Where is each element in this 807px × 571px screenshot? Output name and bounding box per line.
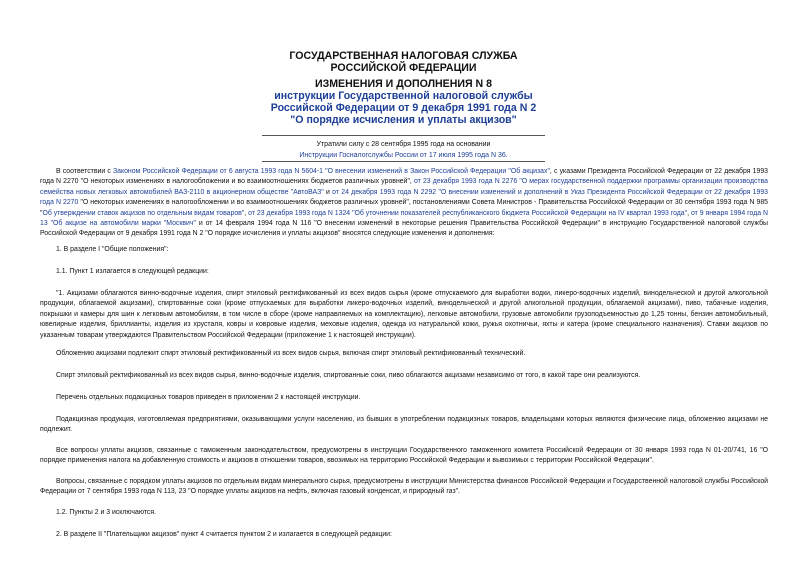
paragraph-mineral: Вопросы, связанные с порядком уплаты акцизов по отдельным видам минерального сырья, предусмотрены в инструкции Министерства финансов Российской Федерации и Государственной налоговой службы Российской Федерации от 7 сентября 1993 года N 113, 23 "О порядке уплаты акцизов на нефть, включая газовый конденсат, и природный газ". [40, 478, 769, 496]
agency-header [0, 50, 807, 74]
agency-line-1: ГОСУДАРСТВЕННАЯ НАЛОГОВАЯ СЛУЖБА [289, 50, 518, 62]
document-title [0, 78, 807, 126]
paragraph-services-exempt: Подакцизная продукция, изготовляемая предприятиями, оказывающими услуги населению, из бывших в употреблении подакцизных товаров, владельцами которых являются физические лица, обложению акцизами не подлежит. [40, 416, 768, 434]
agency-line-2: РОССИЙСКОЙ ФЕДЕРАЦИИ [330, 62, 477, 74]
divider-bottom [262, 161, 545, 162]
paragraph-goods-list: Перечень отдельных подакцизных товаров приведен в приложении 2 к настоящей инструкции. [56, 394, 361, 401]
paragraph-packaging: Спирт этиловый ректификованный из всех видов сырья, винно-водочные изделия, спиртованные соки, пиво облагаются акцизами независимо от того, в какой таре они реализуются. [56, 372, 641, 379]
link-decree-2292[interactable]: от 24 декабря 1993 года N 2292 "О внесении изменений и дополнений в Указ Президента Российской Федерации от 22 декабря 1993 года N 2270 [40, 188, 768, 207]
status-note [0, 139, 807, 161]
intro-paragraph [40, 167, 768, 240]
title-line-1: ИЗМЕНЕНИЯ И ДОПОЛНЕНИЯ N 8 [314, 78, 493, 90]
intro-text-5: , [244, 209, 249, 217]
title-line-2[interactable]: инструкции Государственной налоговой службы [274, 90, 533, 102]
section-1-heading: 1. В разделе I "Общие положения": [56, 246, 169, 253]
paragraph-alcohol-tax: Обложению акцизами подлежит спирт этиловый ректификованный из всех видов сырья, включая спирт этиловый ректификованный технический. [56, 350, 526, 357]
intro-text-4: "О некоторых изменениях в налогообложении и во взаимоотношениях бюджетов различных уровней", постановлениями Совета Министров - Правительства Российской Федерации от 30 сентября 1993 года N 985 " [40, 199, 768, 217]
section-2-heading: 2. В разделе II "Плательщики акцизов" пункт 4 считается пунктом 2 и излагается в следующей редакции: [56, 531, 392, 538]
link-resolution-985[interactable]: Об утверждении ставок акцизов по отдельным видам товаров" [42, 209, 245, 217]
divider-top [262, 135, 545, 136]
clause-1-1: 1.1. Пункт 1 излагается в следующей редакции: [56, 268, 209, 275]
intro-text-3: и [323, 188, 333, 196]
intro-text-7: и от 14 февраля 1994 года N 116 "О внесении изменений в некоторые решения Правительства Российской Федерации" в инструкцию Государственной налоговой службы Российской Федерации от 9 декабря 1991 года N 2 "О порядке исчисления и уплаты акцизов" вносятся следующие изменения и дополнения: [40, 220, 768, 238]
link-resolution-13[interactable]: от 9 января 1994 года N 13 "Об акцизе на автомобили марки "Москвич" [40, 209, 768, 228]
status-note-line-1: Утратили силу с 28 сентября 1995 года на основании [316, 141, 491, 148]
clause-1-text: "1. Акцизами облагаются винно-водочные изделия, спирт этиловый ректификованный из всех видов сырья (кроме отпускаемого для выработки водки, ликеро-водочных изделий, винодельческой и другой алкогольной продукции, облагаемой акцизами), спиртованные соки (кроме отпускаемых для выработки ликеро-водочных изделий, винодельческой и другой алкогольной продукции, облагаемой акцизами), пиво, табачные изделия, покрышки и камеры для шин к легковым автомобилям, в том числе в сборе (кроме направляемых на комплектацию), легковые автомобили, грузовые автомобили грузоподъемностью до 1,25 тонны, бензин автомобильный, ювелирные изделия, бриллианты, изделия из хрусталя, ковры и ковровые изделия, меховые изделия, одежда из натуральной кожи, ружья охотничьи, яхты и катера (кроме специального назначения). Ставки акцизов по указанным товарам утверждаются Правительством Российской Федерации (приложение 1 к настоящей инструкции). [40, 290, 768, 339]
link-decree-2276[interactable]: от 23 декабря 1993 года N 2276 "О мерах государственной поддержки программы организации производства семейства новых легковых автомобилей ВАЗ-2110 в акционерном обществе "АвтоВАЗ" [40, 178, 768, 196]
status-note-link[interactable]: Инструкции Госналогслужбы России от 17 июля 1995 года N 36. [299, 152, 508, 159]
clause-1-2: 1.2. Пункты 2 и 3 исключаются. [56, 509, 157, 516]
intro-text-2: , с указами Президента Российской Федерации от 22 декабря 1993 года N 2270 "О некоторых изменениях в налогообложении и во взаимоотношениях бюджетов различных уровней", [40, 168, 768, 186]
link-law-5604-1[interactable]: Законом Российской Федерации от 6 августа 1993 года N 5604-1 "О внесении изменений в Закон Российской Федерации "Об акцизах" [113, 168, 550, 175]
title-line-3[interactable]: Российской Федерации от 9 декабря 1991 года N 2 [270, 102, 537, 114]
title-line-4[interactable]: "О порядке исчисления и уплаты акцизов" [290, 114, 517, 126]
paragraph-customs: Все вопросы уплаты акцизов, связанные с таможенным законодательством, предусмотрены в инструкции Государственного таможенного комитета Российской Федерации от 30 января 1993 года N 01-20/741, 16 "О порядке применения налога на добавленную стоимость и акцизов в отношении товаров, ввозимых на территорию Российской Федерации и вывозимых с территории Российской Федерации". [40, 447, 768, 465]
intro-text-6: , [687, 209, 691, 217]
intro-text-1: В соответствии с [56, 168, 113, 175]
link-resolution-1324[interactable]: от 23 декабря 1993 года N 1324 "Об уточнении показателей республиканского бюджета Российской Федерации на IV квартал 1993 года" [248, 209, 688, 217]
